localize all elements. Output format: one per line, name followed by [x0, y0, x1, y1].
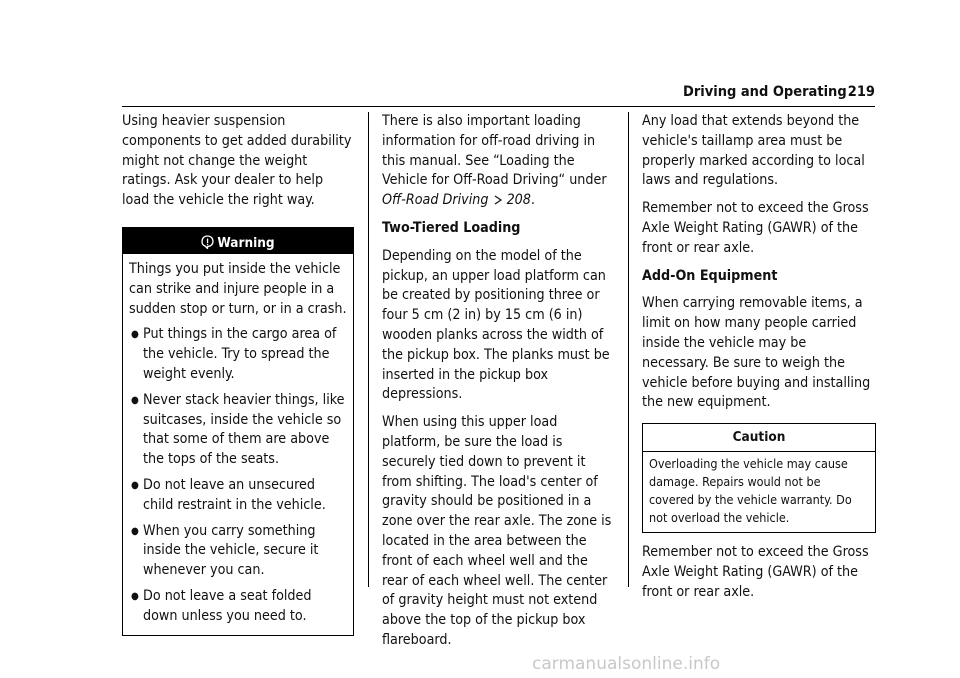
- upper-platform-paragraph: When using this upper load platform, be sure the load is securely tied down to prevent it from shifting. The load's center of gravity should be positioned in a zone over the rear axle. The zone is located in the area between the front of each wheel well and the rear of each wheel well. The center of gravity height must not extend above the top of the pickup box flareboard.: [382, 414, 612, 648]
- page-number: 219: [847, 84, 875, 100]
- two-tiered-paragraph: Depending on the model of the pickup, an upper load platform can be created by positioning three or four 5 cm (2 in) by 15 cm (6 in) wooden planks across the width of the pickup box. The planks must be inserted in the pickup box depressions.: [382, 247, 610, 403]
- bullet-text: Do not leave an unsecured child restraint in the vehicle.: [143, 476, 326, 513]
- warning-header: [123, 228, 353, 254]
- warning-list: [129, 325, 347, 626]
- header-rule: [122, 106, 875, 107]
- gawr-paragraph: Remember not to exceed the Gross Axle Weight Rating (GAWR) of the front or rear axle.: [642, 200, 869, 256]
- column-2: [382, 112, 616, 659]
- caution-title: Caution: [643, 424, 875, 452]
- section-title: Driving and Operating: [683, 84, 847, 100]
- offroad-text: There is also important loading information for off-road driving in this manual. See “Loading the Vehicle for Off-Road Driving“ under: [382, 113, 607, 189]
- list-item: [129, 476, 347, 516]
- bullet-icon: ●: [131, 479, 139, 491]
- offroad-paragraph: [382, 112, 616, 211]
- taillamp-paragraph: Any load that extends beyond the vehicle's taillamp area must be properly marked according to local laws and regulations.: [642, 113, 865, 189]
- warning-icon: [201, 235, 214, 249]
- warning-box: [122, 227, 354, 636]
- offroad-end: .: [530, 192, 535, 209]
- page-reference[interactable]: 208: [506, 192, 531, 209]
- bullet-text: When you carry something inside the vehicle, secure it whenever you can.: [143, 522, 319, 579]
- intro-paragraph: Using heavier suspension components to get added durability might not change the weight ratings. Ask your dealer to help load the vehicle the right way.: [122, 113, 352, 209]
- caution-box: [642, 423, 876, 533]
- bullet-text: Put things in the cargo area of the vehicle. Try to spread the weight evenly.: [143, 326, 337, 382]
- warning-title: Warning: [217, 234, 275, 251]
- offroad-section-link[interactable]: Off-Road Driving: [382, 192, 489, 209]
- page-reference-icon: [493, 195, 503, 205]
- bullet-text: Never stack heavier things, like suitcases, inside the vehicle so that some of them are above the tops of the seats.: [143, 391, 345, 468]
- add-on-paragraph: When carrying removable items, a limit on how many people carried inside the vehicle may be necessary. Be sure to weigh the vehicle before buying and installing the new equipment.: [642, 295, 871, 411]
- add-on-heading: Add-On Equipment: [642, 267, 778, 284]
- column-3: [642, 112, 876, 610]
- list-item: [129, 391, 347, 470]
- gawr-reminder-paragraph: Remember not to exceed the Gross Axle Weight Rating (GAWR) of the front or rear axle.: [642, 543, 869, 600]
- bullet-icon: ●: [131, 590, 139, 602]
- bullet-icon: ●: [131, 525, 139, 537]
- two-tiered-heading: Two-Tiered Loading: [382, 219, 521, 236]
- warning-body: [123, 254, 353, 635]
- column-divider: [368, 112, 369, 587]
- list-item: [129, 522, 347, 581]
- bullet-icon: ●: [131, 329, 139, 341]
- bullet-text: Do not leave a seat folded down unless you need to.: [143, 587, 312, 624]
- watermark: carmanualsonline.info: [532, 654, 721, 674]
- warning-text: Things you put inside the vehicle can strike and injure people in a sudden stop or turn, or in a crash.: [129, 260, 347, 317]
- column-1: [122, 112, 354, 636]
- column-divider: [628, 112, 629, 587]
- list-item: [129, 587, 347, 627]
- bullet-icon: ●: [131, 394, 139, 406]
- list-item: [129, 325, 347, 384]
- caution-text: Overloading the vehicle may cause damage. Repairs would not be covered by the vehicle warranty. Do not overload the vehicle.: [649, 455, 852, 525]
